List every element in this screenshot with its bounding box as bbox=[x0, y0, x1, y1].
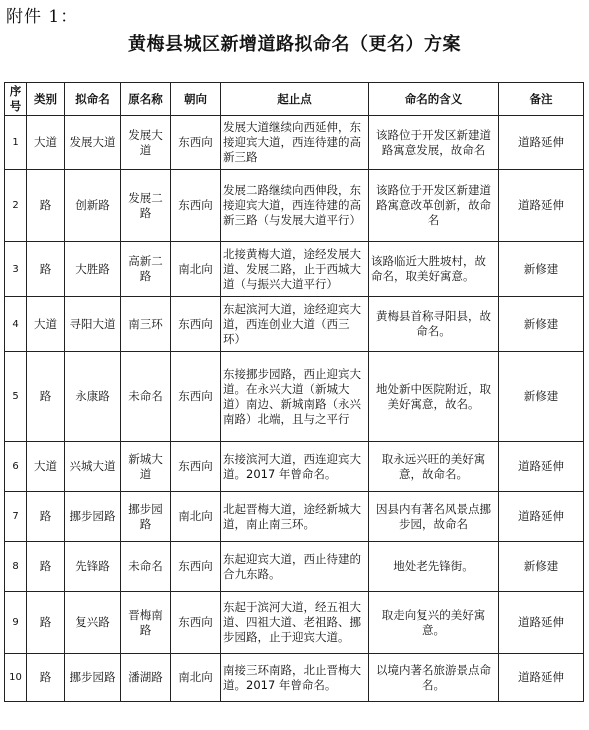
cell-type: 路 bbox=[27, 242, 65, 297]
cell-range: 发展二路继续向西伸段，东接迎宾大道，西连待建的高新三路（与发展大道平行） bbox=[221, 170, 369, 242]
cell-type: 路 bbox=[27, 352, 65, 442]
table-row bbox=[5, 297, 584, 352]
cell-range: 东起迎宾大道，西止待建的合九东路。 bbox=[221, 542, 369, 592]
cell-meaning: 以境内著名旅游景点命名。 bbox=[369, 654, 499, 702]
cell-meaning: 该路位于开发区新建道路寓意改革创新，故命名 bbox=[369, 170, 499, 242]
cell-meaning: 地处新中医院附近，取美好寓意，故名。 bbox=[369, 352, 499, 442]
cell-meaning: 取永远兴旺的美好寓意，故命名。 bbox=[369, 442, 499, 492]
cell-name: 大胜路 bbox=[65, 242, 121, 297]
table-row bbox=[5, 170, 584, 242]
cell-range: 东起于滨河大道，经五祖大道、四祖大道、老祖路、挪步园路，止于迎宾大道。 bbox=[221, 592, 369, 654]
cell-old: 潘湖路 bbox=[121, 654, 171, 702]
cell-meaning: 地处老先锋街。 bbox=[369, 542, 499, 592]
cell-dir: 南北向 bbox=[171, 654, 221, 702]
cell-name: 复兴路 bbox=[65, 592, 121, 654]
cell-old: 晋梅南路 bbox=[121, 592, 171, 654]
cell-dir: 东西向 bbox=[171, 297, 221, 352]
cell-type: 大道 bbox=[27, 116, 65, 170]
cell-name: 兴城大道 bbox=[65, 442, 121, 492]
cell-dir: 东西向 bbox=[171, 442, 221, 492]
cell-range: 东接挪步园路，西止迎宾大道。在永兴大道（新城大道）南边、新城南路（永兴南路）北端，且与之平行 bbox=[221, 352, 369, 442]
table-row bbox=[5, 442, 584, 492]
table-row bbox=[5, 592, 584, 654]
cell-type: 路 bbox=[27, 492, 65, 542]
cell-type: 路 bbox=[27, 592, 65, 654]
table-row bbox=[5, 492, 584, 542]
header-note: 备注 bbox=[499, 83, 584, 116]
cell-note: 新修建 bbox=[499, 542, 584, 592]
cell-dir: 南北向 bbox=[171, 492, 221, 542]
header-meaning: 命名的含义 bbox=[369, 83, 499, 116]
cell-note: 道路延伸 bbox=[499, 592, 584, 654]
cell-dir: 东西向 bbox=[171, 352, 221, 442]
header-type: 类别 bbox=[27, 83, 65, 116]
cell-type: 路 bbox=[27, 654, 65, 702]
cell-range: 北接黄梅大道，途经发展大道、发展二路，止于西城大道（与振兴大道平行） bbox=[221, 242, 369, 297]
cell-note: 新修建 bbox=[499, 297, 584, 352]
cell-name: 创新路 bbox=[65, 170, 121, 242]
cell-note: 道路延伸 bbox=[499, 116, 584, 170]
cell-type: 大道 bbox=[27, 297, 65, 352]
cell-old: 发展二路 bbox=[121, 170, 171, 242]
cell-no: 3 bbox=[5, 242, 27, 297]
cell-range: 东接滨河大道，西连迎宾大道。2017 年曾命名。 bbox=[221, 442, 369, 492]
cell-name: 寻阳大道 bbox=[65, 297, 121, 352]
cell-no: 5 bbox=[5, 352, 27, 442]
cell-range: 北起晋梅大道，途经新城大道，南止南三环。 bbox=[221, 492, 369, 542]
cell-old: 新城大道 bbox=[121, 442, 171, 492]
cell-old: 未命名 bbox=[121, 352, 171, 442]
cell-old: 挪步园路 bbox=[121, 492, 171, 542]
table-row bbox=[5, 542, 584, 592]
cell-no: 6 bbox=[5, 442, 27, 492]
cell-name: 挪步园路 bbox=[65, 654, 121, 702]
naming-table bbox=[4, 82, 584, 702]
header-no: 序号 bbox=[5, 83, 27, 116]
cell-meaning: 因县内有著名风景点挪步园，故命名 bbox=[369, 492, 499, 542]
table-row bbox=[5, 352, 584, 442]
document-title: 黄梅县城区新增道路拟命名（更名）方案 bbox=[128, 34, 461, 55]
table-row bbox=[5, 242, 584, 297]
header-range: 起止点 bbox=[221, 83, 369, 116]
cell-name: 永康路 bbox=[65, 352, 121, 442]
cell-dir: 东西向 bbox=[171, 592, 221, 654]
cell-note: 道路延伸 bbox=[499, 442, 584, 492]
table-row bbox=[5, 654, 584, 702]
cell-dir: 东西向 bbox=[171, 542, 221, 592]
cell-name: 挪步园路 bbox=[65, 492, 121, 542]
cell-note: 新修建 bbox=[499, 242, 584, 297]
cell-note: 道路延伸 bbox=[499, 654, 584, 702]
cell-old: 南三环 bbox=[121, 297, 171, 352]
cell-old: 高新二路 bbox=[121, 242, 171, 297]
cell-no: 9 bbox=[5, 592, 27, 654]
cell-note: 道路延伸 bbox=[499, 492, 584, 542]
cell-no: 2 bbox=[5, 170, 27, 242]
attachment-label: 附件 1： bbox=[6, 7, 79, 27]
cell-dir: 东西向 bbox=[171, 116, 221, 170]
cell-range: 南接三环南路，北止晋梅大道。2017 年曾命名。 bbox=[221, 654, 369, 702]
cell-range: 东起滨河大道，途经迎宾大道，西连创业大道（西三环） bbox=[221, 297, 369, 352]
cell-meaning: 取走向复兴的美好寓意。 bbox=[369, 592, 499, 654]
cell-dir: 南北向 bbox=[171, 242, 221, 297]
cell-name: 先锋路 bbox=[65, 542, 121, 592]
header-dir: 朝向 bbox=[171, 83, 221, 116]
cell-meaning: 该路位于开发区新建道路寓意发展，故命名 bbox=[369, 116, 499, 170]
cell-meaning: 该路临近大胜坡村，故命名，取美好寓意。 bbox=[369, 242, 499, 297]
header-row bbox=[5, 83, 584, 116]
cell-note: 新修建 bbox=[499, 352, 584, 442]
cell-note: 道路延伸 bbox=[499, 170, 584, 242]
cell-no: 1 bbox=[5, 116, 27, 170]
header-old: 原名称 bbox=[121, 83, 171, 116]
cell-range: 发展大道继续向西延伸，东接迎宾大道，西连待建的高新三路 bbox=[221, 116, 369, 170]
header-name: 拟命名 bbox=[65, 83, 121, 116]
cell-old: 未命名 bbox=[121, 542, 171, 592]
cell-type: 大道 bbox=[27, 442, 65, 492]
cell-no: 7 bbox=[5, 492, 27, 542]
cell-type: 路 bbox=[27, 542, 65, 592]
cell-meaning: 黄梅县首称寻阳县，故命名。 bbox=[369, 297, 499, 352]
cell-name: 发展大道 bbox=[65, 116, 121, 170]
cell-no: 4 bbox=[5, 297, 27, 352]
cell-no: 8 bbox=[5, 542, 27, 592]
cell-old: 发展大道 bbox=[121, 116, 171, 170]
table-row bbox=[5, 116, 584, 170]
cell-dir: 东西向 bbox=[171, 170, 221, 242]
cell-type: 路 bbox=[27, 170, 65, 242]
cell-no: 10 bbox=[5, 654, 27, 702]
